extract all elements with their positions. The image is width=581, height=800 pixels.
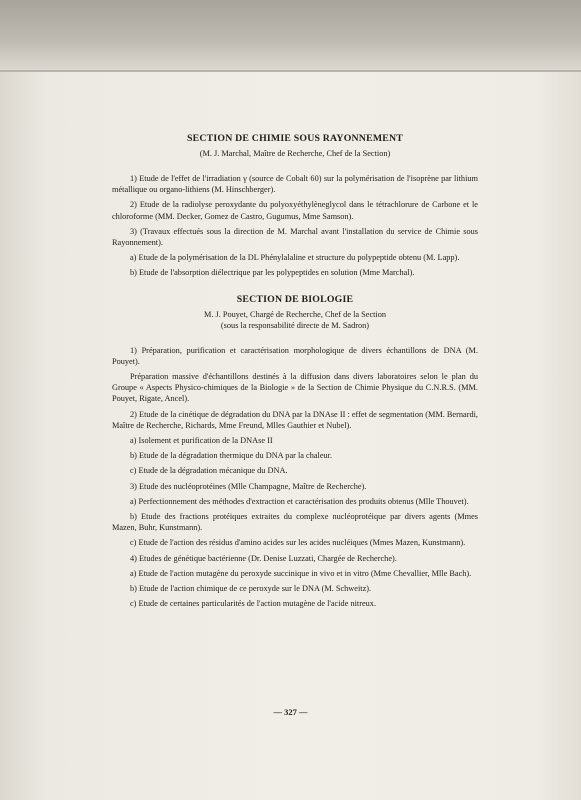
section2-paragraph: 3) Etude des nucléoprotéines (Mlle Champagne, Maître de Recherche). [130, 481, 367, 491]
document-body [112, 132, 478, 609]
section2-paragraph: b) Etude de la dégradation thermique du DNA par la chaleur. [130, 451, 333, 461]
section1-title: SECTION DE CHIMIE SOUS RAYONNEMENT [186, 133, 404, 144]
section1-paragraph: 2) Etude de la radiolyse peroxydante du polyoxyéthylèneglycol dans le tétrachlorure de Carbone et le chloroforme (MM. Decker, Gomez de Castro, Gugumus, Mme Samson). [112, 200, 478, 221]
section2-paragraph: 4) Etudes de génétique bactérienne (Dr. Denise Luzzati, Chargée de Recherche). [130, 553, 397, 563]
section1-paragraph: 1) Etude de l'effet de l'irradiation γ (source de Cobalt 60) sur la polymérisation de l'isoprène par lithium métallique ou organo-lithiens (M. Hinschberger). [112, 174, 478, 195]
section2-paragraph: c) Etude de certaines particularités de l'action mutagène de l'acide nitreux. [130, 599, 377, 609]
section2-paragraph: a) Perfectionnement des méthodes d'extraction et caractérisation des produits obtenus (Mlle Thouvet). [130, 496, 469, 506]
section2-paragraph: b) Etude des fractions protéiques extraites du complexe nucléoprotéique par divers agents (Mmes Mazen, Buhr, Kunstmann). [112, 512, 478, 533]
section2-paragraph: Préparation massive d'échantillons destinés à la diffusion dans divers laboratoires selon le plan du Groupe « Aspects Physico-chimiques de la Biologie » de la Section de Chimie Physique du C.N.R.S. (MM. Pouyet, Rigate, Ancel). [112, 372, 478, 404]
section2-subtitle-note: (sous la responsabilité directe de M. Sadron) [220, 320, 370, 330]
section1-paragraph: a) Etude de la polymérisation de la DL Phénylalaline et structure du polypeptide obtenu (M. Lapp). [130, 253, 460, 263]
scan-top-shadow [0, 0, 581, 72]
section2-paragraph: a) Isolement et purification de la DNAse II [130, 436, 273, 446]
section2-paragraph: b) Etude de l'action chimique de ce peroxyde sur le DNA (M. Schweitz). [130, 584, 372, 594]
section1-subtitle: (M. J. Marchal, Maître de Recherche, Chef de la Section) [199, 149, 391, 158]
section2-title: SECTION DE BIOLOGIE [236, 293, 354, 305]
section2-paragraph: c) Etude de la dégradation mécanique du DNA. [130, 466, 288, 476]
section2-subtitle: M. J. Pouyet, Chargé de Recherche, Chef de la Section [203, 309, 387, 319]
section1-paragraph: b) Etude de l'absorption diélectrique par les polypeptides en solution (Mme Marchal). [130, 268, 415, 278]
section2-paragraph: 1) Préparation, purification et caractérisation morphologique de divers échantillons de DNA (M. Pouyet). [112, 345, 478, 366]
page-number: — 327 — [273, 707, 308, 717]
section2-paragraph: 2) Etude de la cinétique de dégradation du DNA par la DNAse II : effet de segmentation (MM. Bernardi, Maître de Recherche, Richards, Mme Freund, Mlles Gauthier et Nubel). [112, 409, 478, 430]
section2-paragraph: a) Etude de l'action mutagène du peroxyde succinique in vivo et in vitro (Mme Chevallier, Mlle Bach). [130, 568, 472, 578]
section1-paragraph: 3) (Travaux effectués sous la direction de M. Marchal avant l'installation du service de Chimie sous Rayonnement). [112, 226, 478, 248]
section2-paragraph: c) Etude de l'action des résidus d'amino acides sur les acides nucléiques (Mmes Mazen, Kunstmann). [130, 538, 466, 548]
